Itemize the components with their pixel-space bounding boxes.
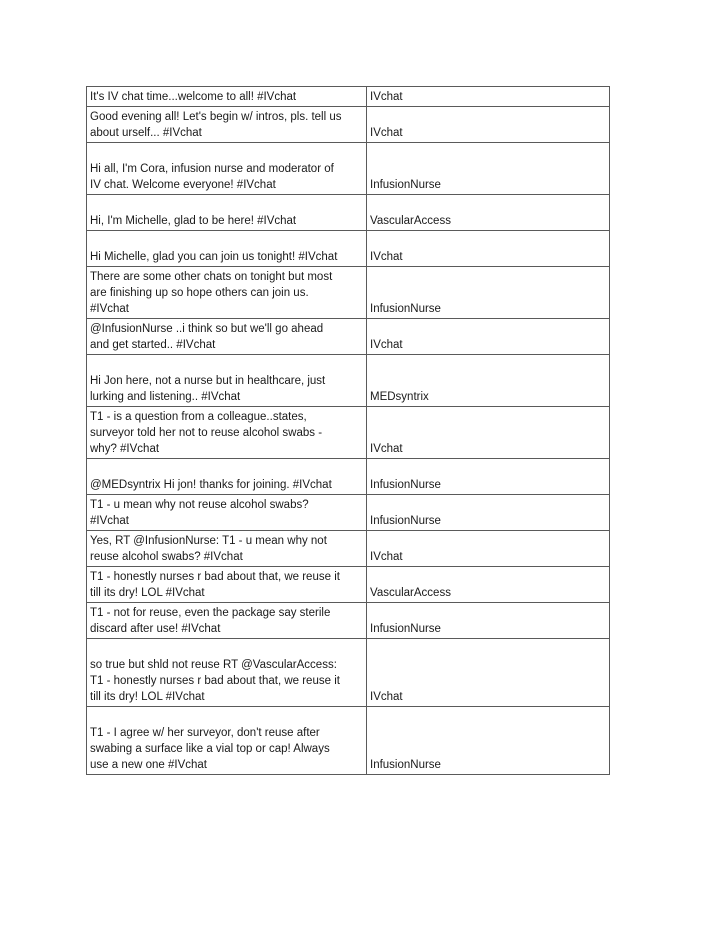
message-cell: T1 - not for reuse, even the package say sterile discard after use! #IVchat: [87, 603, 367, 639]
username-cell: IVchat: [367, 407, 610, 459]
table-row: [87, 407, 610, 459]
table-row: [87, 107, 610, 143]
table-row: [87, 231, 610, 267]
message-cell: Good evening all! Let's begin w/ intros, pls. tell us about urself... #IVchat: [87, 107, 367, 143]
message-cell: T1 - u mean why not reuse alcohol swabs? #IVchat: [87, 495, 367, 531]
username-cell: IVchat: [367, 319, 610, 355]
username-cell: MEDsyntrix: [367, 355, 610, 407]
message-cell: Hi Jon here, not a nurse but in healthcare, just lurking and listening.. #IVchat: [87, 355, 367, 407]
table-row: [87, 87, 610, 107]
username-cell: IVchat: [367, 231, 610, 267]
table-row: [87, 355, 610, 407]
message-cell: There are some other chats on tonight but most are finishing up so hope others can join us. #IVchat: [87, 267, 367, 319]
username-cell: InfusionNurse: [367, 459, 610, 495]
username-cell: InfusionNurse: [367, 495, 610, 531]
table-row: [87, 639, 610, 707]
username-cell: IVchat: [367, 87, 610, 107]
username-cell: InfusionNurse: [367, 143, 610, 195]
message-cell: so true but shld not reuse RT @VascularAccess: T1 - honestly nurses r bad about that, we reuse it till its dry! LOL #IVchat: [87, 639, 367, 707]
table-row: [87, 603, 610, 639]
table-row: [87, 195, 610, 231]
message-cell: T1 - honestly nurses r bad about that, we reuse it till its dry! LOL #IVchat: [87, 567, 367, 603]
username-cell: IVchat: [367, 107, 610, 143]
message-cell: Hi all, I'm Cora, infusion nurse and moderator of IV chat. Welcome everyone! #IVchat: [87, 143, 367, 195]
message-cell: T1 - I agree w/ her surveyor, don't reuse after swabing a surface like a vial top or cap! Always use a new one #IVchat: [87, 707, 367, 775]
username-cell: InfusionNurse: [367, 603, 610, 639]
username-cell: InfusionNurse: [367, 267, 610, 319]
message-cell: Hi Michelle, glad you can join us tonight! #IVchat: [87, 231, 367, 267]
message-cell: @MEDsyntrix Hi jon! thanks for joining. #IVchat: [87, 459, 367, 495]
message-cell: Hi, I'm Michelle, glad to be here! #IVchat: [87, 195, 367, 231]
username-cell: IVchat: [367, 639, 610, 707]
message-cell: Yes, RT @InfusionNurse: T1 - u mean why not reuse alcohol swabs? #IVchat: [87, 531, 367, 567]
chat-transcript-body: [87, 87, 610, 775]
chat-transcript-table: [86, 86, 610, 775]
table-row: [87, 495, 610, 531]
table-row: [87, 267, 610, 319]
table-row: [87, 143, 610, 195]
table-row: [87, 531, 610, 567]
table-row: [87, 567, 610, 603]
message-cell: T1 - is a question from a colleague..states, surveyor told her not to reuse alcohol swabs - why? #IVchat: [87, 407, 367, 459]
table-row: [87, 319, 610, 355]
message-cell: It's IV chat time...welcome to all! #IVchat: [87, 87, 367, 107]
username-cell: IVchat: [367, 531, 610, 567]
username-cell: VascularAccess: [367, 195, 610, 231]
username-cell: InfusionNurse: [367, 707, 610, 775]
table-row: [87, 707, 610, 775]
table-row: [87, 459, 610, 495]
username-cell: VascularAccess: [367, 567, 610, 603]
message-cell: @InfusionNurse ..i think so but we'll go ahead and get started.. #IVchat: [87, 319, 367, 355]
